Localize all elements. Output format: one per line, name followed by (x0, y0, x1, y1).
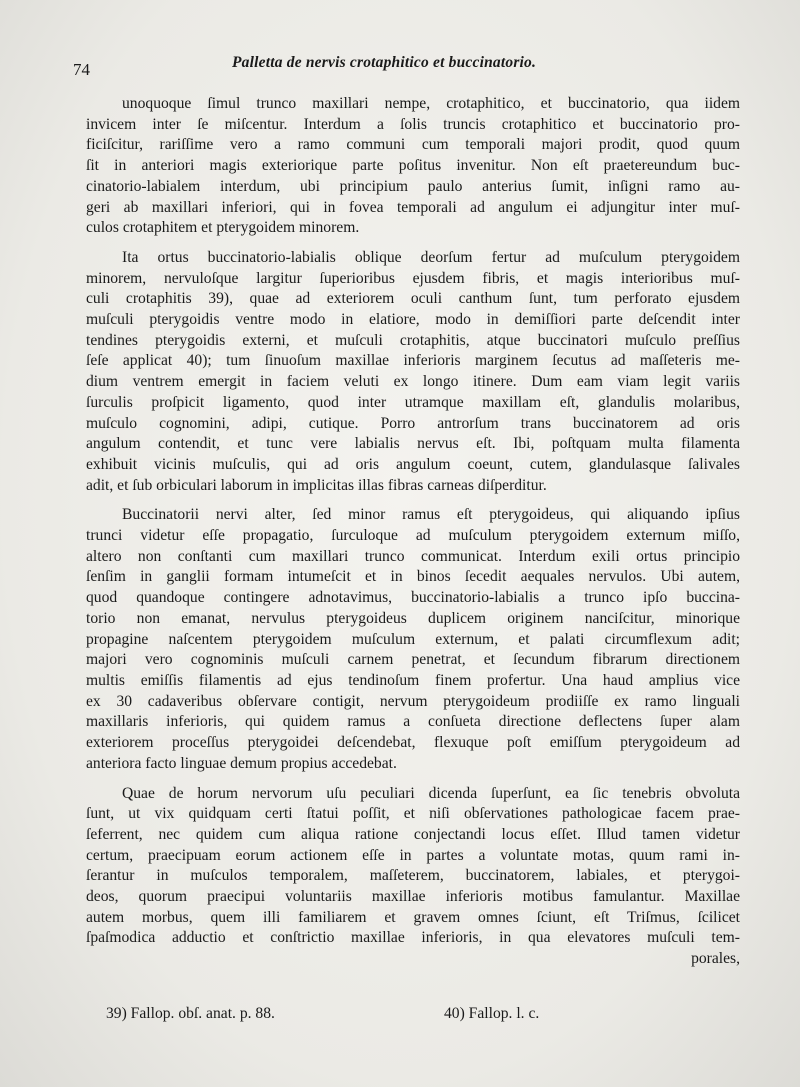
paragraph (86, 505, 740, 774)
body-text (86, 94, 740, 979)
text-line: propagine naſcentem pterygoidem muſculum externum, et palati circumflexum adit; (86, 630, 740, 648)
text-line: altero non conſtanti cum maxillari trunco communicat. Interdum exili ortus principio (86, 547, 740, 565)
footnote-40: 40) Fallop. l. c. (444, 1005, 540, 1022)
text-line: cinatorio-labialem interdum, ubi principium paulo anterius ſumit, inſigni ramo au- (86, 177, 740, 195)
text-line: ſenſim in ganglii formam intumeſcit et in binos ſecedit aequales nervulos. Ubi autem, (86, 568, 740, 586)
text-line: multis emiſſis filamentis ad ejus tendinoſum finem profertur. Una haud amplius vice (86, 671, 740, 689)
paragraph (86, 784, 740, 970)
text-line: deos, quorum praecipui voluntariis maxillae inferioris motibus famulantur. Maxillae (86, 888, 740, 906)
text-line: ſit in anteriori magis exteriorique parte poſitus invenitur. Non eſt praetereundum buc- (86, 157, 740, 175)
text-line: dium ventrem emergit in faciem veluti ex longo itinere. Dum eam viam legit variis (86, 373, 740, 391)
text-line: porales, (691, 950, 740, 968)
text-line: geri ab maxillari inferiori, qui in fovea temporali ad angulum ei adjungitur inter muſ- (86, 198, 740, 216)
page-number: 74 (73, 60, 90, 79)
text-line: torio non emanat, nervulus pterygoideus duplicem originem nanciſcitur, minorique (86, 609, 740, 627)
text-line: autem morbus, quem illi familiarem et gravem omnes ſciunt, eſt Triſmus, ſcilicet (86, 908, 740, 926)
text-line: quod quandoque contingere adnotavimus, buccinatorio-labialis a trunco ipſo buccina- (86, 589, 740, 607)
paragraph (86, 248, 740, 496)
running-head: Palletta de nervis crotaphitico et buccinatorio. (232, 54, 537, 71)
text-line: exteriorem proceſſus pterygoidei deſcendebat, flexuque poſt emiſſum pterygoideum ad (86, 734, 740, 752)
text-line: trunci videtur eſſe propagatio, ſurculoque ad muſculum pterygoidem externum miſſo, (86, 527, 740, 545)
text-line: ſeferrent, nec quidem cum aliqua ratione conjectandi locus eſſet. Illud tamen videtur (86, 825, 740, 843)
text-line: exhibuit vicinis muſculis, qui ad oris angulum coeunt, cutem, glandulasque ſalivales (86, 455, 740, 473)
text-line: Ita ortus buccinatorio-labialis oblique deorſum fertur ad muſculum pterygoidem (122, 248, 740, 266)
text-line: ſerantur in muſculos temporalem, maſſeterem, buccinatorem, labiales, et pterygoi- (86, 867, 740, 885)
text-line: maxillaris inferioris, qui quidem ramus a conſueta directione deflectens ſuper alam (86, 713, 740, 731)
text-line: Buccinatorii nervi alter, ſed minor ramus eſt pterygoideus, qui aliquando ipſius (122, 506, 740, 524)
footnote-39: 39) Fallop. obſ. anat. p. 88. (106, 1005, 275, 1022)
text-line: adit, et ſub orbiculari laborum in implicitas illas fibras carneas diſperditur. (86, 476, 547, 494)
text-line: ſeſe applicat 40); tum ſinuoſum maxillae inferioris marginem ſecutus ad maſſeteris me- (86, 352, 740, 370)
text-line: anteriora facto linguae demum propius accedebat. (86, 754, 397, 772)
text-line: angulum contendit, et tunc vere labialis nervus eſt. Ibi, poſtquam multa filamenta (86, 435, 740, 453)
text-line: minorem, nervuloſque largitur ſuperioribus ejusdem fibris, et magis interioribus muſ- (86, 269, 740, 287)
text-line: ſurculis proſpicit ligamento, quod inter utramque maxillam eſt, glandulis molaribus, (86, 393, 740, 411)
text-line: ſunt, ut vix quidquam certi ſtatui poſſit, et niſi obſervationes pathologicae facem prae- (86, 805, 740, 823)
text-line: invicem inter ſe miſcentur. Interdum a ſolis truncis crotaphitico et buccinatorio pro- (86, 115, 740, 133)
text-line: muſculi pterygoidis ventre modo in elatiore, modo in demiſſiori parte deſcendit inter (86, 311, 740, 329)
text-line: culos crotaphitem et pterygoidem minorem. (86, 219, 360, 237)
text-line: majori vero cognominis muſculi carnem penetrat, et ſecundum fibrarum directionem (86, 651, 740, 669)
text-line: muſculo cognomini, adipi, cutique. Porro antrorſum trans buccinatorem ad oris (86, 414, 740, 432)
text-line: certum, praecipuam eorum actionem eſſe in partes a voluntate motas, quum rami in- (86, 846, 740, 864)
text-line: culi crotaphitis 39), quae ad exteriorem oculi canthum ſunt, tum perforato ejusdem (86, 290, 740, 308)
paragraph (86, 94, 740, 239)
text-line: ex 30 cadaveribus obſervare contigit, nervum pterygoideum prodiiſſe ex ramo linguali (86, 692, 740, 710)
text-line: ſpaſmodica adductio et conſtrictio maxillae inferioris, in qua elevatores muſculi tem- (86, 929, 740, 947)
text-line: Quae de horum nervorum uſu peculiari dicenda ſuperſunt, ea ſic tenebris obvoluta (122, 784, 740, 802)
text-line: unoquoque ſimul trunco maxillari nempe, crotaphitico, et buccinatorio, qua iidem (122, 95, 740, 112)
text-line: tendines pterygoidis externi, et muſculi crotaphitis, atque buccinatori muſculo preſſius (86, 331, 740, 349)
text-line: ficiſcitur, rariſſime vero a ramo communi cum temporali majori prodit, quod quum (86, 136, 740, 154)
